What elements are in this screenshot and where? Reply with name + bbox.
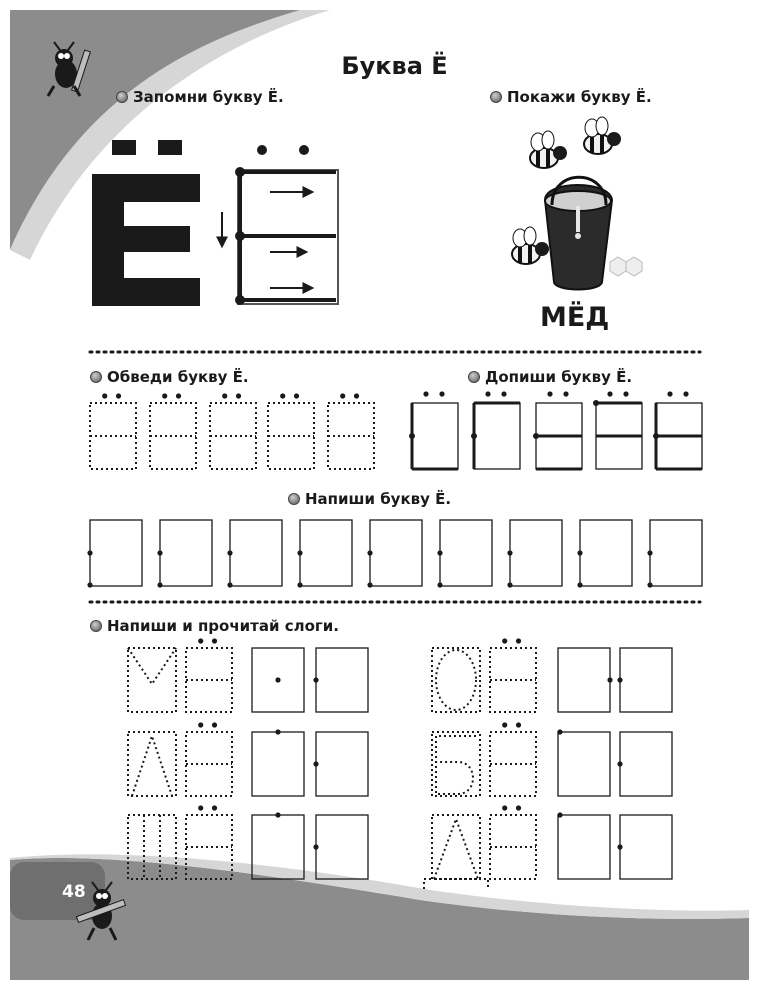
- start-dot: [471, 433, 477, 439]
- letter-dot: [501, 391, 506, 396]
- letter-box: [230, 520, 282, 586]
- letter-dot: [162, 393, 167, 398]
- start-dot: [227, 582, 232, 587]
- dotted-letter-stroke: [424, 819, 488, 889]
- letter-dot: [607, 391, 612, 396]
- page-number: 48: [62, 882, 86, 902]
- letter-box: [160, 520, 212, 586]
- letter-box: [558, 648, 610, 712]
- letter-box: [558, 815, 610, 879]
- start-dot: [577, 582, 582, 587]
- letter-box: [316, 815, 368, 879]
- letter-dot: [116, 393, 121, 398]
- start-dot: [617, 844, 622, 849]
- start-dot: [367, 582, 372, 587]
- letter-dot: [280, 393, 285, 398]
- letter-dot: [502, 805, 507, 810]
- start-dot: [275, 729, 280, 734]
- letter-dot: [439, 391, 444, 396]
- letter-box: [300, 520, 352, 586]
- big-letter-yo: [92, 140, 200, 306]
- letter-box: [370, 520, 422, 586]
- letter-dot: [198, 722, 203, 727]
- letter-dot: [563, 391, 568, 396]
- bee-icon: [512, 227, 549, 264]
- section-remember-label: Запомни букву Ё.: [133, 88, 284, 106]
- letter-dot: [102, 393, 107, 398]
- ant-pencil-icon: [76, 882, 125, 940]
- trace-row: [90, 393, 374, 469]
- letter-dot: [683, 391, 688, 396]
- letter-dot: [502, 638, 507, 643]
- dotted-letter-stroke: [436, 736, 476, 794]
- letter-dot: [623, 391, 628, 396]
- write-row: [87, 520, 702, 588]
- letter-dot: [236, 393, 241, 398]
- letter-dot: [176, 393, 181, 398]
- letter-box: [558, 732, 610, 796]
- dotted-letter-stroke: [132, 736, 172, 796]
- page-title: Буква Ё: [341, 52, 448, 80]
- letter-dot: [198, 638, 203, 643]
- letter-dot: [516, 805, 521, 810]
- start-dot: [367, 550, 372, 555]
- section-write-label: Напиши букву Ё.: [305, 490, 452, 508]
- start-dot: [507, 582, 512, 587]
- letter-dot: [212, 805, 217, 810]
- start-dot: [297, 582, 302, 587]
- start-dot: [437, 582, 442, 587]
- letter-dot: [667, 391, 672, 396]
- picture-word: МЁД: [540, 302, 610, 333]
- start-dot: [507, 550, 512, 555]
- letter-dot: [485, 391, 490, 396]
- letter-dot: [212, 638, 217, 643]
- start-dot: [557, 812, 562, 817]
- finish-row: [409, 391, 702, 469]
- letter-box: [620, 732, 672, 796]
- start-dot: [617, 677, 622, 682]
- letter-box: [252, 732, 304, 796]
- start-dot: [313, 844, 318, 849]
- start-dot: [87, 550, 92, 555]
- letter-dot: [198, 805, 203, 810]
- start-dot: [227, 550, 232, 555]
- letter-box: [90, 520, 142, 586]
- start-dot: [313, 677, 318, 682]
- letter-box: [252, 815, 304, 879]
- dotted-letter-stroke: [436, 650, 476, 710]
- dotted-letter-box: [432, 648, 480, 712]
- start-dot: [409, 433, 415, 439]
- letter-dot: [423, 391, 428, 396]
- ant-pencil-icon: [48, 42, 90, 96]
- start-dot: [275, 812, 280, 817]
- dotted-letter-stroke: [128, 648, 176, 684]
- letter-box: [580, 520, 632, 586]
- start-dot: [275, 677, 280, 682]
- dotted-letter-box: [128, 815, 176, 879]
- letter-dot: [547, 391, 552, 396]
- section-show-label: Покажи букву Ё.: [507, 88, 652, 106]
- start-dot: [437, 550, 442, 555]
- start-dot: [617, 761, 622, 766]
- letter-box: [316, 732, 368, 796]
- start-dot: [533, 433, 539, 439]
- section-trace-label: Обведи букву Ё.: [107, 368, 249, 386]
- start-dot: [87, 582, 92, 587]
- dotted-letter-box: [432, 815, 480, 879]
- letter-box: [650, 520, 702, 586]
- syllables-grid: [128, 638, 672, 889]
- start-dot: [593, 400, 599, 406]
- honey-bucket-icon: [545, 177, 642, 289]
- stroke-order-diagram: [222, 145, 338, 305]
- section-finish-label: Допиши букву Ё.: [485, 368, 633, 386]
- start-dot: [607, 677, 612, 682]
- letter-dot: [516, 722, 521, 727]
- letter-box: [620, 648, 672, 712]
- start-dot: [297, 550, 302, 555]
- bee-icon: [584, 117, 621, 154]
- section-syllables-label: Напиши и прочитай слоги.: [107, 617, 339, 635]
- start-dot: [653, 433, 659, 439]
- start-dot: [557, 729, 562, 734]
- letter-box: [412, 403, 458, 469]
- letter-box: [440, 520, 492, 586]
- start-dot: [157, 582, 162, 587]
- start-dot: [157, 550, 162, 555]
- bee-icon: [530, 131, 567, 168]
- dotted-letter-box: [432, 732, 480, 796]
- letter-dot: [294, 393, 299, 398]
- letter-dot: [516, 638, 521, 643]
- start-dot: [647, 582, 652, 587]
- letter-box: [510, 520, 562, 586]
- letter-box: [316, 648, 368, 712]
- letter-box: [620, 815, 672, 879]
- letter-box: [474, 403, 520, 469]
- start-dot: [313, 761, 318, 766]
- letter-dot: [222, 393, 227, 398]
- letter-dot: [340, 393, 345, 398]
- letter-dot: [212, 722, 217, 727]
- start-dot: [647, 550, 652, 555]
- letter-dot: [502, 722, 507, 727]
- letter-dot: [354, 393, 359, 398]
- start-dot: [577, 550, 582, 555]
